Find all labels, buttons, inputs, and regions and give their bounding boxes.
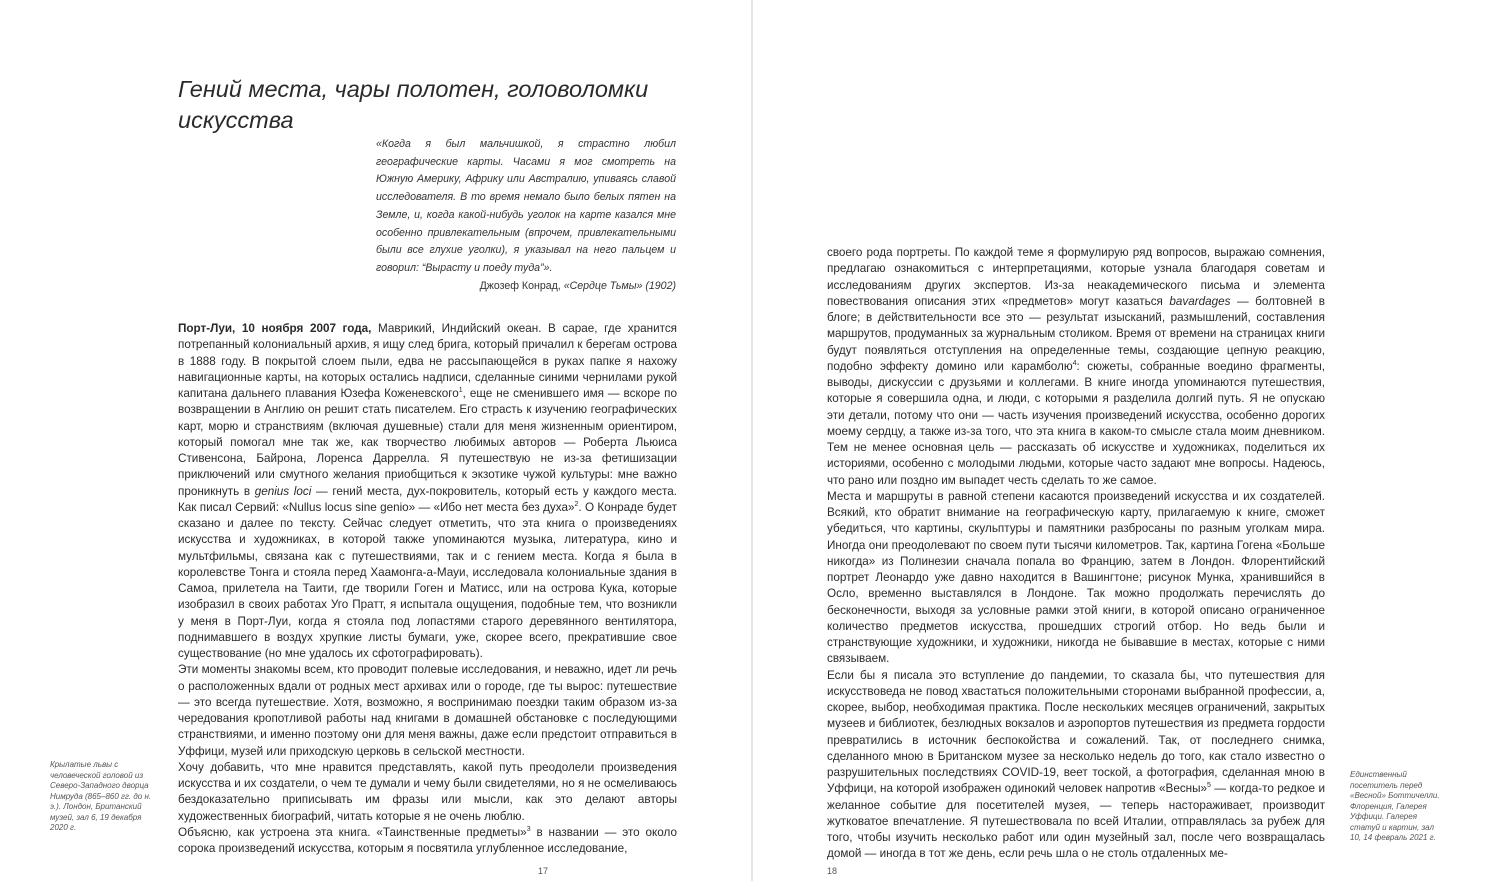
paragraph: Эти моменты знакомы всем, кто проводит полевые исследования, и неважно, идет ли речь о расположенных вдали от родных мест архивах или о городе, где ты вырос: путешествие — это всегда путешествие. Хотя, возможно, я воспринимаю поездки таким образом из-за чередования кропотливой работы над книгами в домашней обстановке с последующими странствиями, и именно поэтому они для меня важны, даже если предстоит отправиться в Уффици, музей или приходскую церковь в сельской местности. (178, 663, 677, 758)
text-run: своего рода портреты. По каждой теме я формулирую ряд вопросов, выражаю сомнения, предлагаю ознакомиться с интерпретациями, которые узнала благодаря советам и исследованиям других экспертов. Из-за неакадемического письма и элемента повествования описания этих «предметов» могут казаться (827, 246, 1325, 308)
paragraph (178, 825, 677, 858)
text-run: в названии — это около сорока произведений искусства, которым я посвятила углубленное исследование, (178, 825, 677, 855)
text-run: . О Конраде будет сказано и далее по тексту. Сейчас следует отметить, что эта книга о произведениях искусства и художниках, в которой также упоминаются музыка, литература, кино и мультфильмы, связана как с путешествиями, так и с гением места. Когда я была в королевстве Тонга и стояла перед Хаамонга-а-Мауи, исследовала колониальные здания в Самоа, прилетела на Таити, где творили Гоген и Матисс, или на острова Кука, которые изобразил в своих работах Уго Пратт, я испытала ощущения, подобные тем, что возникли у меня в Порт-Луи, когда я стояла под лопастями старого деревянного вентилятора, поднимавшего в воздух хрупкие листы бумаги, уже, скорее всего, прекратившие свое существование (но мне удалось их сфотографировать). (178, 500, 677, 660)
text-run: Если бы я писала это вступление до пандемии, то сказала бы, что путешествия для искусствоведа не повод хвастаться положительными сторонами выбранной профессии, а, скорее, выбор, необходимая практика. После нескольких месяцев ограничений, закрытых музеев и библиотек, безлюдных вокзалов и аэропортов путешествия из предмета гордости превратились в источник беспокойства и сожалений. Так, от последнего снимка, сделанного мною в Британском музее за несколько недель до того, как стало известно о разрушительных последствиях COVID-19, веет тоской, а фотография, сделанная мною в Уффици, на которой изображен одинокий человек напротив «Весны» (827, 668, 1325, 796)
epigraph-attribution (376, 278, 676, 296)
left-page (0, 0, 752, 881)
right-page (753, 0, 1507, 881)
chapter-title: Гений места, чары полотен, головоломки искусства (178, 75, 649, 133)
epigraph-author: Джозеф Конрад, (479, 279, 561, 292)
lead-dateline: Порт-Луи, 10 ноября 2007 года, (178, 322, 372, 335)
italic-term: bavardages (1169, 294, 1231, 308)
epigraph-quote: «Когда я был мальчишкой, я страстно любил географические карты. Часами я мог смотреть на Южную Америку, Африку или Австралию, упиваясь славой исследователя. В то время немало было белых пятен на Земле, и, когда какой-нибудь уголок на карте казался мне особенно привлекательным (впрочем, привлекательными были все глухие уголки), я указывал на него пальцем и говорил: “Вырасту и поеду туда”». (376, 138, 676, 274)
text-run: — гений места, дух-покровитель, который есть у каждого места. Как писал Сервий: «Nullus locus sine genio» — «Ибо нет места без духа» (178, 484, 677, 514)
epigraph-work: «Сердце Тьмы» (1902) (563, 279, 676, 292)
right-body-text (827, 245, 1325, 863)
left-body-text (178, 321, 677, 857)
image-caption: Крылатые львы с человеческой головой из Северо-Западного дворца Нимруда (865–860 гг. до н. э.). Лондон, Британский музей, зал 6, 19 декабря 2020 г. (50, 760, 152, 832)
text-run: : сюжеты, собранные воедино фрагменты, выводы, дискуссии с друзьями и коллегами. В книге иногда упоминаются путешествия, которые я совершила одна, и люди, с которыми я разделила долгий путь. Я не опускаю эти детали, потому что они — часть изучения произведений искусства, особенно дорогих моему сердцу, а также из-за того, что эта книга в каком-то смысле стала моим дневником. Тем не менее основная цель — рассказать об искусстве и художниках, поделиться их историями, особенно с молодыми людьми, которые часто задают мне вопросы. Надеюсь, что рано или поздно им выпадет честь сделать то же самое. (827, 359, 1325, 487)
paragraph (178, 321, 677, 662)
page-number: 18 (827, 866, 838, 876)
text-run: , еще не сменившего имя — вскоре по возвращении в Англию он решит стать писателем. Его страсть к изучению географических карт, морю и странствиям (включая душевные) стали для меня жизненным ориентиром, который помогал мне так же, как творчество любимых авторов — Роберта Льюиса Стивенсона, Байрона, Лоренса Даррелла. Я путешествую не из-за фетишизации приключений или смутного желания приобщиться к экзотике чужой культуры: мне важно проникнуть в (178, 387, 677, 498)
footnote-ref: 3 (526, 825, 531, 833)
footnote-ref: 4 (1072, 359, 1077, 367)
paragraph (827, 668, 1325, 863)
paragraph: Места и маршруты в равной степени касаются произведений искусства и их создателей. Всякий, кто обратит внимание на географическую карту, прилагаемую к книге, сможет убедиться, что картины, скульптуры и памятники разбросаны по разным уголкам мира. Иногда они преодолевают по своем пути тысячи километров. Так, картина Гогена «Больше никогда» из Полинезии сначала попала во Францию, затем в Лондон. Флорентийский портрет Леонардо уже давно находится в Вашингтоне; рисунок Мунка, хранившийся в Осло, временно выставлялся в Лондоне. Так можно продолжать перечислять до бесконечности, выходя за условные рамки этой книги, в которой описано ограниченное количество предметов искусства, прошедших строгий отбор. Но ведь были и странствующие художники, и художники, никогда не бывавшие в местах, которые с ними связываем. (827, 489, 1325, 666)
page-number: 17 (538, 866, 549, 876)
epigraph (376, 136, 676, 295)
paragraph: Хочу добавить, что мне нравится представлять, какой путь преодолели произведения искусства и их создатели, о чем те думали и чему были свидетелями, но я не осмеливаюсь бездоказательно приписывать им фразы или мысли, как это делают авторы художественных биографий, читать которые я не очень люблю. (178, 760, 677, 823)
footnote-ref: 5 (1207, 782, 1211, 790)
paragraph (827, 245, 1325, 489)
footnote-ref: 2 (574, 500, 579, 508)
text-run: — болтовней в блоге; в действительности все это — результат изысканий, размышлений, составления маршрутов, продуманных за журнальным столиком. Время от времени на страницах книги будут появляться отступления на определенные темы, создающие цепную реакцию, подобно эффекту домино или карамболю (827, 294, 1326, 373)
text-run: Маврикий, Индийский океан. В сарае, где хранится потрепанный колониальный архив, я ищу след брига, который причалил к берегам острова в 1888 году. В покрытой слоем пыли, едва не рассыпающейся в руках папке я нахожу навигационные карты, на которых остались надписи, сделанные синими чернилами рукой капитана дальнего плавания Юзефа Коженевского (178, 322, 678, 400)
text-run: — когда-то редкое и желанное событие для посетителей музея, — теперь настораживает, производит жутковатое впечатление. Я путешествовала по всей Италии, отправлялась за рубеж для того, чтобы изучить несколько работ или один музейный зал, после чего возвращалась домой — иногда в тот же день, если речь шла о не столь отдаленных ме- (827, 782, 1325, 861)
image-caption: Единственный посетитель перед «Весной» Боттичелли. Флоренция, Галерея Уффици. Галерея статуй и картин, зал 10, 14 февраль 2021 г. (1350, 770, 1440, 842)
italic-term: genius loci (254, 484, 312, 498)
footnote-ref: 1 (458, 387, 463, 395)
text-run: Объясню, как устроена эта книга. «Таинственные предметы» (178, 825, 527, 839)
